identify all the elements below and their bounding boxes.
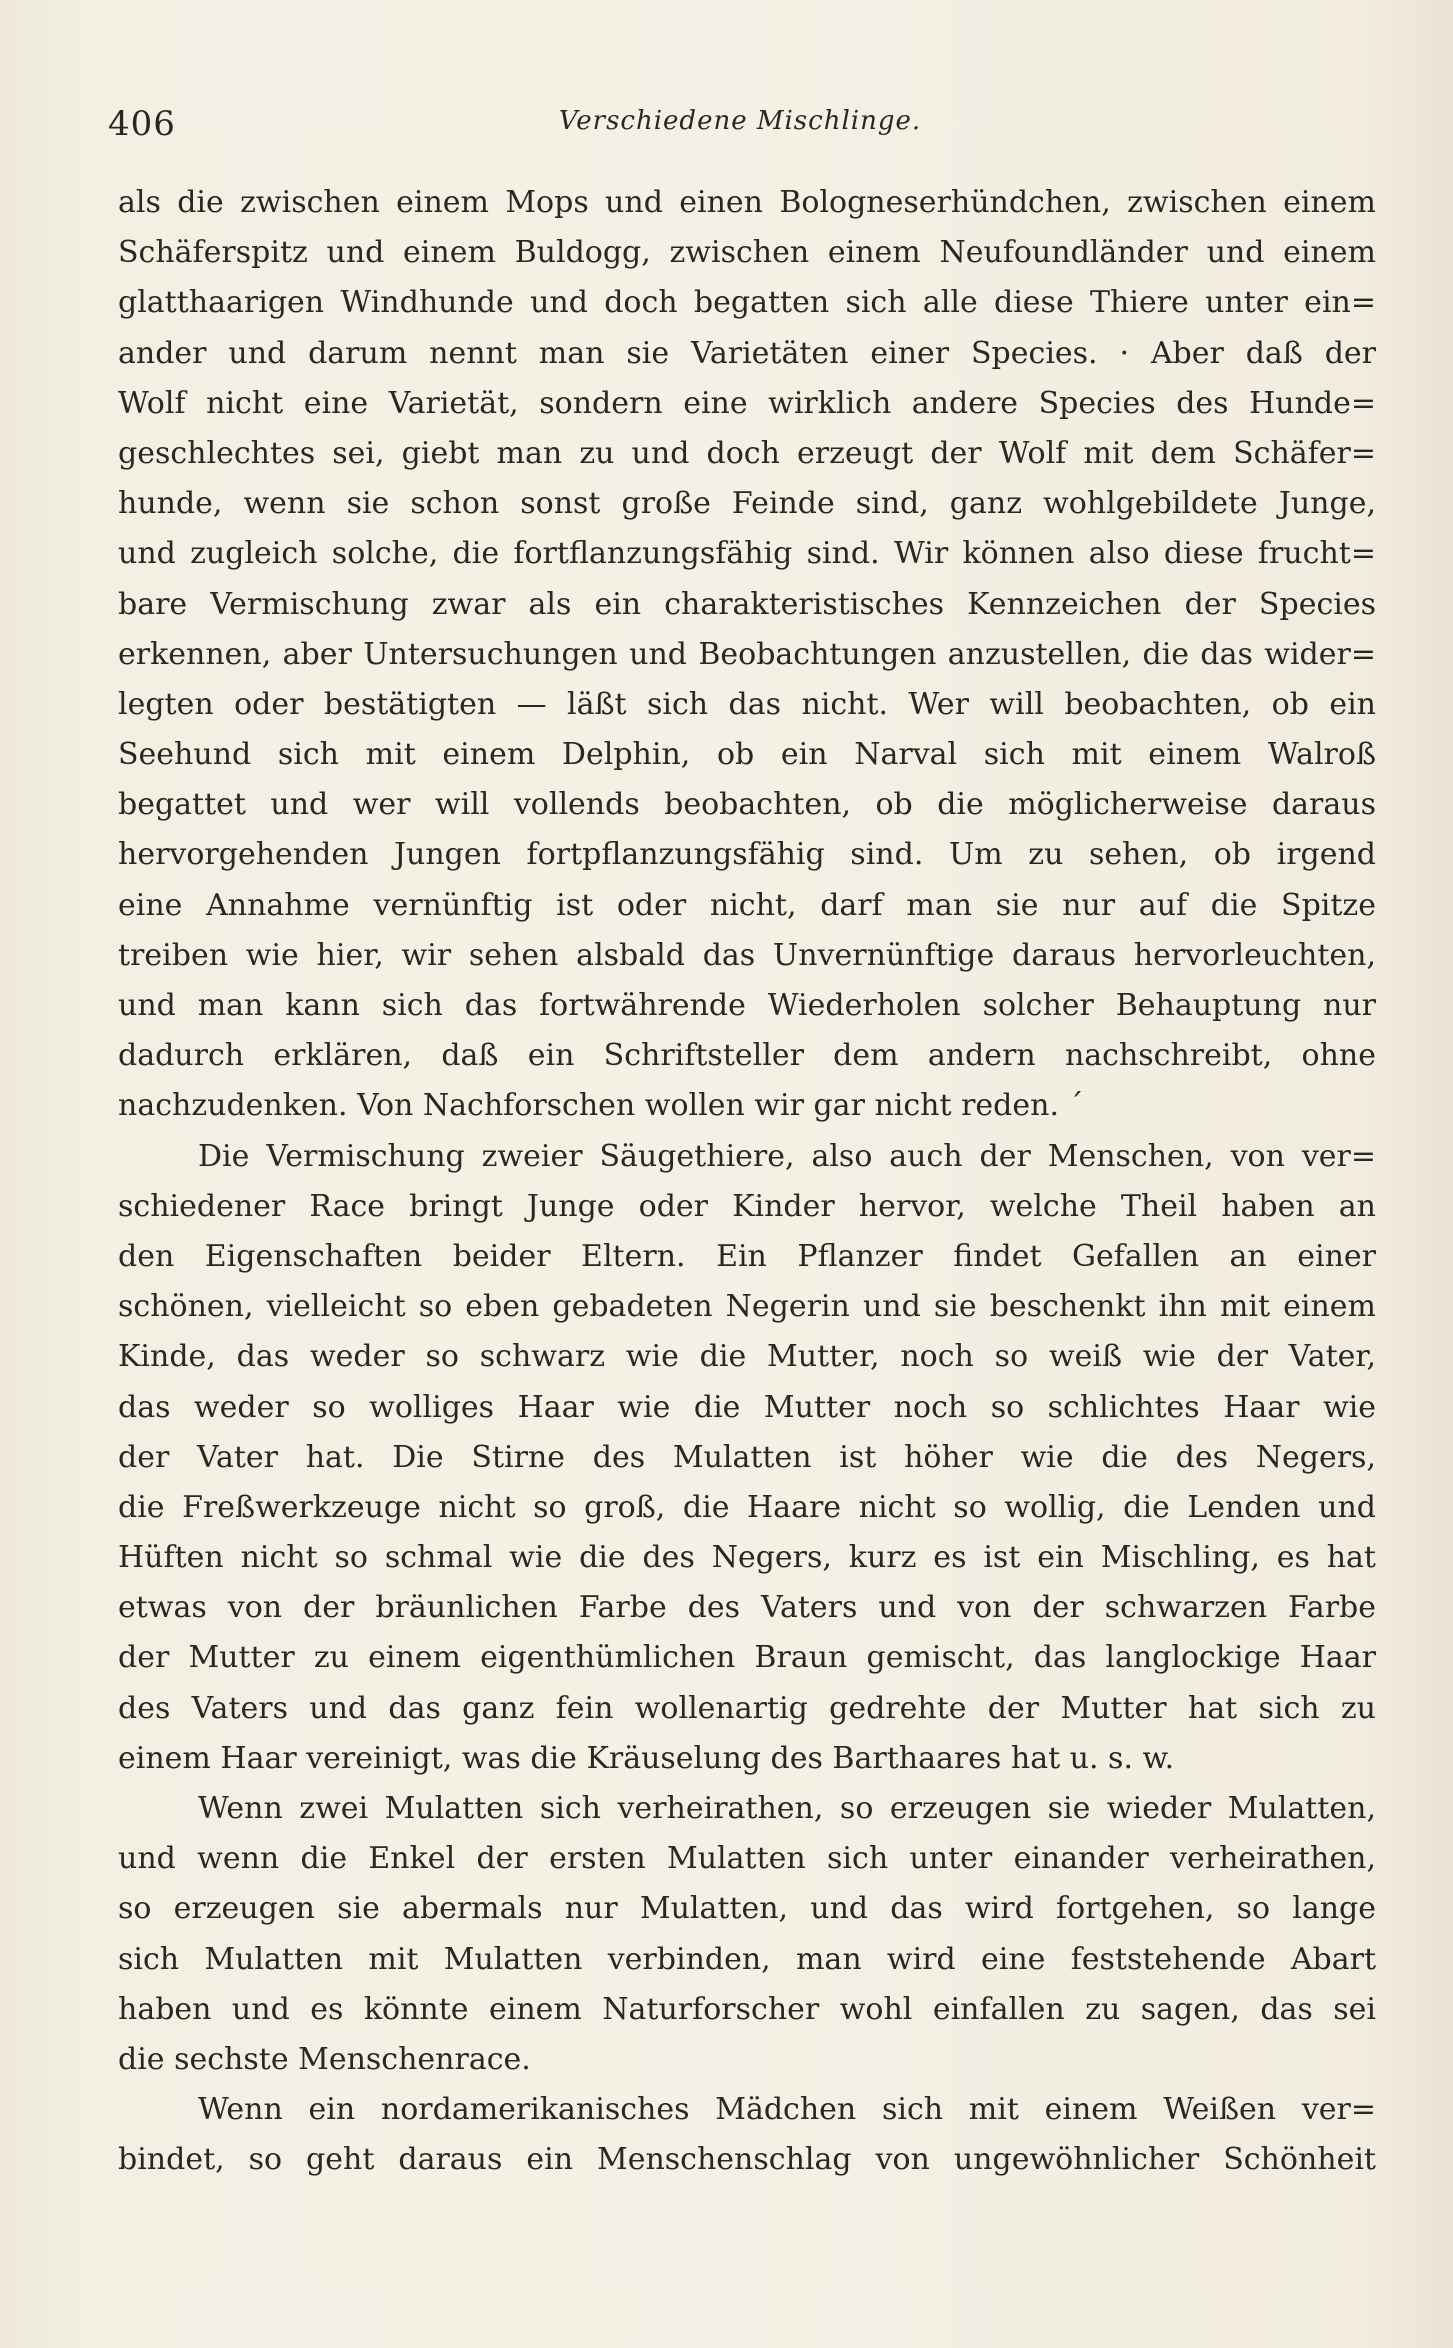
text-line: und wenn die Enkel der ersten Mulatten sich unter einander verheirathen,: [118, 1841, 1376, 1877]
text-line: des Vaters und das ganz fein wollenartig gedrehte der Mutter hat sich zu: [118, 1690, 1376, 1726]
text-line: der Mutter zu einem eigenthümlichen Braun gemischt, das langlockige Haar: [118, 1640, 1376, 1676]
text-line: legten oder bestätigten — läßt sich das nicht. Wer will beobachten, ob ein: [118, 686, 1376, 722]
text-line: und man kann sich das fortwährende Wiederholen solcher Behauptung nur: [118, 988, 1376, 1023]
text-line: schiedener Race bringt Junge oder Kinder hervor, welche Theil haben an: [118, 1188, 1376, 1224]
text-line: haben und es könnte einem Naturforscher wohl einfallen zu sagen, das sei: [118, 1991, 1376, 2027]
text-line: glatthaarigen Windhunde und doch begatten sich alle diese Thiere unter ein=: [118, 285, 1376, 321]
text-line: schönen, vielleicht so eben gebadeten Negerin und sie beschenkt ihn mit einem: [118, 1289, 1376, 1325]
text-line: eine Annahme vernünftig ist oder nicht, darf man sie nur auf die Spitze: [118, 887, 1376, 923]
text-line: den Eigenschaften beider Eltern. Ein Pflanzer findet Gefallen an einer: [118, 1238, 1376, 1274]
text-line: einem Haar vereinigt, was die Kräuselung des Barthaares hat u. s. w.: [118, 1740, 1175, 1776]
text-line: die Freßwerkzeuge nicht so groß, die Haare nicht so wollig, die Lenden und: [118, 1489, 1376, 1525]
text-line: Wenn ein nordamerikanisches Mädchen sich mit einem Weißen ver=: [198, 2092, 1376, 2128]
text-line: Kinde, das weder so schwarz wie die Mutter, noch so weiß wie der Vater,: [118, 1339, 1376, 1375]
text-line: Die Vermischung zweier Säugethiere, also auch der Menschen, von ver=: [198, 1138, 1376, 1174]
text-line: so erzeugen sie abermals nur Mulatten, und das wird fortgehen, so lange: [118, 1891, 1376, 1927]
text-line: Hüften nicht so schmal wie die des Negers, kurz es ist ein Mischling, es hat: [118, 1540, 1376, 1576]
text-line: hunde, wenn sie schon sonst große Feinde sind, ganz wohlgebildete Junge,: [118, 486, 1376, 522]
running-title: Verschiedene Mischlinge.: [558, 106, 922, 136]
text-line: erkennen, aber Untersuchungen und Beobachtungen anzustellen, die das wider=: [118, 636, 1376, 672]
text-line: der Vater hat. Die Stirne des Mulatten ist höher wie die des Negers,: [118, 1439, 1376, 1475]
text-line: die sechste Menschenrace.: [118, 2041, 531, 2077]
body-text: [118, 178, 1376, 2186]
text-line: nachzudenken. Von Nachforschen wollen wir gar nicht reden. ´: [118, 1088, 1084, 1124]
text-line: und zugleich solche, die fortflanzungsfähig sind. Wir können also diese frucht=: [118, 536, 1376, 572]
text-line: etwas von der bräunlichen Farbe des Vaters und von der schwarzen Farbe: [118, 1590, 1376, 1626]
text-line: sich Mulatten mit Mulatten verbinden, man wird eine feststehende Abart: [118, 1941, 1376, 1977]
text-line: treiben wie hier, wir sehen alsbald das Unvernünftige daraus hervorleuchten,: [118, 937, 1376, 973]
text-line: Seehund sich mit einem Delphin, ob ein Narval sich mit einem Walroß: [118, 737, 1376, 773]
text-line: als die zwischen einem Mops und einen Bologneserhündchen, zwischen einem: [118, 185, 1376, 220]
text-line: begattet und wer will vollends beobachten, ob die möglicherweise daraus: [118, 787, 1376, 823]
text-line: dadurch erklären, daß ein Schriftsteller dem andern nachschreibt, ohne: [118, 1038, 1376, 1074]
text-line: geschlechtes sei, giebt man zu und doch erzeugt der Wolf mit dem Schäfer=: [118, 435, 1376, 471]
text-line: Schäferspitz und einem Buldogg, zwischen einem Neufoundländer und einem: [118, 235, 1376, 271]
text-line: bindet, so geht daraus ein Menschenschlag von ungewöhnlicher Schönheit: [118, 2142, 1376, 2178]
text-line: bare Vermischung zwar als ein charakteristisches Kennzeichen der Species: [118, 586, 1376, 622]
text-line: Wenn zwei Mulatten sich verheirathen, so erzeugen sie wieder Mulatten,: [198, 1791, 1376, 1826]
text-line: hervorgehenden Jungen fortpflanzungsfähig sind. Um zu sehen, ob irgend: [118, 837, 1376, 873]
page-header: [108, 96, 1372, 146]
text-line: Wolf nicht eine Varietät, sondern eine wirklich andere Species des Hunde=: [118, 385, 1376, 421]
page-number: 406: [108, 104, 176, 144]
text-line: das weder so wolliges Haar wie die Mutter noch so schlichtes Haar wie: [118, 1389, 1376, 1425]
text-line: ander und darum nennt man sie Varietäten einer Species. · Aber daß der: [118, 335, 1376, 371]
